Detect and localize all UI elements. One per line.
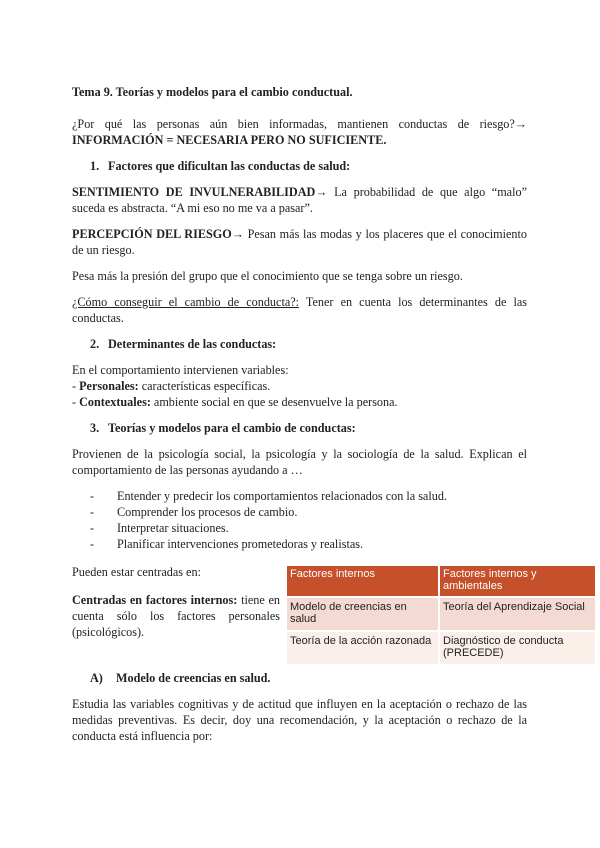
intro-bold: INFORMACIÓN = NECESARIA PERO NO SUFICIENTE. — [72, 133, 387, 147]
personal-text: características específicas. — [138, 379, 271, 393]
determinants-block — [72, 362, 527, 410]
table-header-internal-environmental: Factores internos y ambientales — [439, 566, 595, 597]
table-cell: Teoría del Aprendizaje Social — [439, 597, 595, 631]
list-item-text: Entender y predecir los comportamientos relacionados con la salud. — [117, 489, 447, 503]
section1-number: 1. — [90, 159, 100, 173]
contextual-prefix: - — [72, 395, 80, 409]
section3-title: Teorías y modelos para el cambio de conductas: — [108, 421, 356, 435]
document-page — [72, 84, 585, 744]
internal-factors-text: tiene en cuenta sólo los factores personales (psicológicos). — [72, 593, 280, 639]
table-cell: Diagnóstico de conducta (PRECEDE) — [439, 631, 595, 664]
sectionA-title: Modelo de creencias en salud. — [116, 671, 271, 685]
list-item-text: Interpretar situaciones. — [117, 521, 229, 535]
factors-table — [287, 566, 595, 664]
centered-intro: Pueden estar centradas en: — [72, 565, 201, 579]
table-cell: Modelo de creencias en salud — [287, 597, 439, 631]
change-question-paragraph — [72, 294, 527, 326]
table-header-row — [287, 566, 595, 597]
list-item — [90, 536, 527, 552]
theories-list — [72, 488, 527, 552]
sectionA-heading — [72, 670, 527, 686]
internal-factors-term: Centradas en factores internos: — [72, 593, 238, 607]
centered-text-column — [72, 564, 280, 640]
invulnerability-paragraph — [72, 184, 527, 216]
risk-perception-paragraph — [72, 226, 527, 258]
risk-perception-term: PERCEPCIÓN DEL RIESGO→ — [72, 227, 244, 241]
table-cell: Teoría de la acción razonada — [287, 631, 439, 664]
list-item — [90, 488, 527, 504]
determinants-intro: En el comportamiento intervienen variables: — [72, 363, 289, 377]
change-answer: Tener en cuenta los determinantes de las conductas. — [72, 295, 527, 325]
dash-marker: - — [90, 489, 95, 503]
section2-heading — [72, 336, 527, 352]
personal-line — [72, 378, 527, 394]
invulnerability-text: La probabilidad de que algo “malo” suceda es abstracta. “A mi eso no me va a pasar”. — [72, 185, 527, 215]
section3-heading — [72, 420, 527, 436]
list-item-text: Planificar intervenciones prometedoras y realistas. — [117, 537, 364, 551]
section2-number: 2. — [90, 337, 100, 351]
contextual-line — [72, 394, 527, 410]
list-item-text: Comprender los procesos de cambio. — [117, 505, 298, 519]
internal-factors-paragraph — [72, 592, 280, 640]
health-belief-paragraph: Estudia las variables cognitivas y de actitud que influyen en la aceptación o rechazo de las medidas preventivas. Es decir, doy una recomendación, y la aceptación o rechazo de la conducta está influencia por: — [72, 697, 527, 743]
list-item — [90, 504, 527, 520]
theories-intro: Provienen de la psicología social, la psicología y la sociología de la salud. Explican el comportamiento de las personas ayudando a … — [72, 447, 527, 477]
document-title: Tema 9. Teorías y modelos para el cambio conductual. — [72, 85, 353, 99]
list-item — [90, 520, 527, 536]
change-question: ¿Cómo conseguir el cambio de conducta?: — [72, 295, 300, 309]
sectionA-number: A) — [90, 671, 103, 685]
table-row — [287, 597, 595, 631]
dash-marker: - — [90, 537, 95, 551]
centered-block — [72, 564, 585, 662]
intro-paragraph — [72, 116, 527, 148]
table-row — [287, 631, 595, 664]
section2-title: Determinantes de las conductas: — [108, 337, 277, 351]
contextual-text: ambiente social en que se desenvuelve la persona. — [150, 395, 398, 409]
group-pressure-paragraph: Pesa más la presión del grupo que el conocimiento que se tenga sobre un riesgo. — [72, 269, 463, 283]
personal-prefix: - — [72, 379, 80, 393]
dash-marker: - — [90, 505, 95, 519]
intro-question: ¿Por qué las personas aún bien informadas, mantienen conductas de riesgo?→ — [72, 117, 527, 131]
dash-marker: - — [90, 521, 95, 535]
section1-heading — [72, 158, 527, 174]
section1-title: Factores que dificultan las conductas de salud: — [108, 159, 351, 173]
table-header-internal: Factores internos — [287, 566, 439, 597]
section3-number: 3. — [90, 421, 100, 435]
invulnerability-term: SENTIMIENTO DE INVULNERABILIDAD→ — [72, 185, 328, 199]
personal-term: Personales: — [79, 379, 139, 393]
risk-perception-text: Pesan más las modas y los placeres que el conocimiento de un riesgo. — [72, 227, 527, 257]
contextual-term: Contextuales: — [79, 395, 151, 409]
